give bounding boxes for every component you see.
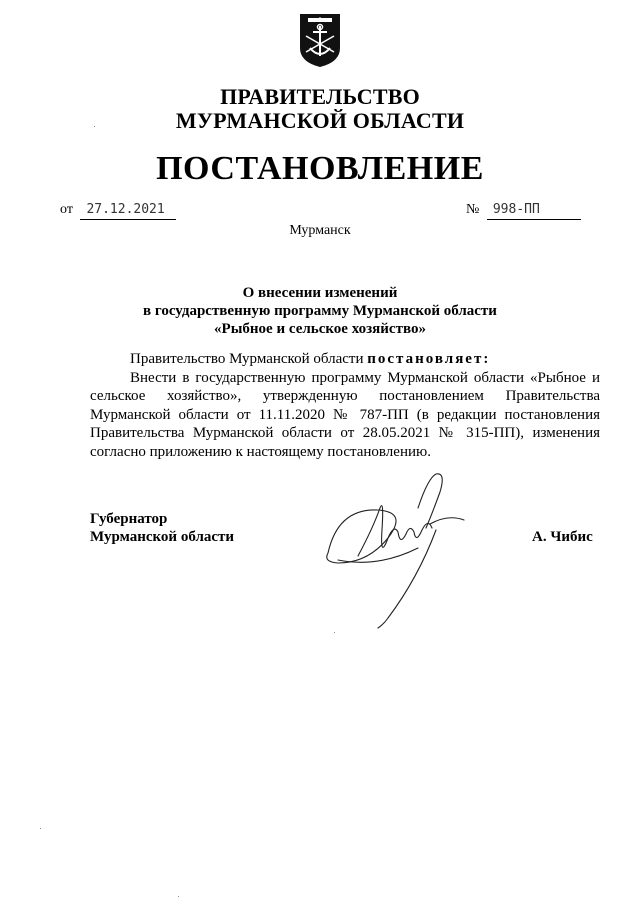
number-field — [466, 201, 581, 220]
subject-line2: в государственную программу Мурманской области — [143, 303, 497, 319]
number-value: 998-ПП — [487, 201, 581, 220]
org-name-line2: МУРМАНСКОЙ ОБЛАСТИ — [175, 108, 465, 133]
scan-speck — [178, 896, 179, 897]
body-decree-word: постановляет: — [367, 351, 491, 367]
date-value: 27.12.2021 — [80, 201, 176, 220]
scan-speck — [40, 828, 41, 829]
city-name: Мурманск — [289, 223, 351, 238]
body-paragraph-2: Внести в государственную программу Мурманской области «Рыбное и сельское хозяйство», утвержденную постановлением Правительства Мурманской области от 11.11.2020 № 787-ПП (в редакции постановления Правительства Мурманской области от 28.05.2021 № 315-ПП), изменения согласно приложению к настоящему постановлению. — [90, 369, 600, 460]
signatory-name: А. Чибис — [532, 529, 593, 545]
date-field — [60, 201, 176, 220]
date-prefix: от — [60, 202, 73, 217]
handwritten-signature-icon — [318, 468, 468, 638]
coat-of-arms-icon — [298, 12, 342, 68]
document-body — [90, 350, 600, 461]
subject-line3: «Рыбное и сельское хозяйство» — [214, 321, 426, 337]
scan-speck — [334, 632, 335, 633]
position-line2: Мурманской области — [90, 529, 235, 545]
number-prefix: № — [466, 202, 480, 217]
document-type-title: ПОСТАНОВЛЕНИЕ — [156, 150, 484, 187]
scan-speck — [94, 126, 95, 127]
signatory-position — [90, 510, 234, 546]
position-line1: Губернатор — [90, 511, 168, 527]
subject-line1: О внесении изменений — [242, 285, 398, 301]
body-intro-text: Правительство Мурманской области — [130, 351, 368, 367]
body-paragraph-1 — [90, 350, 600, 369]
org-name-line1: ПРАВИТЕЛЬСТВО — [220, 84, 420, 109]
